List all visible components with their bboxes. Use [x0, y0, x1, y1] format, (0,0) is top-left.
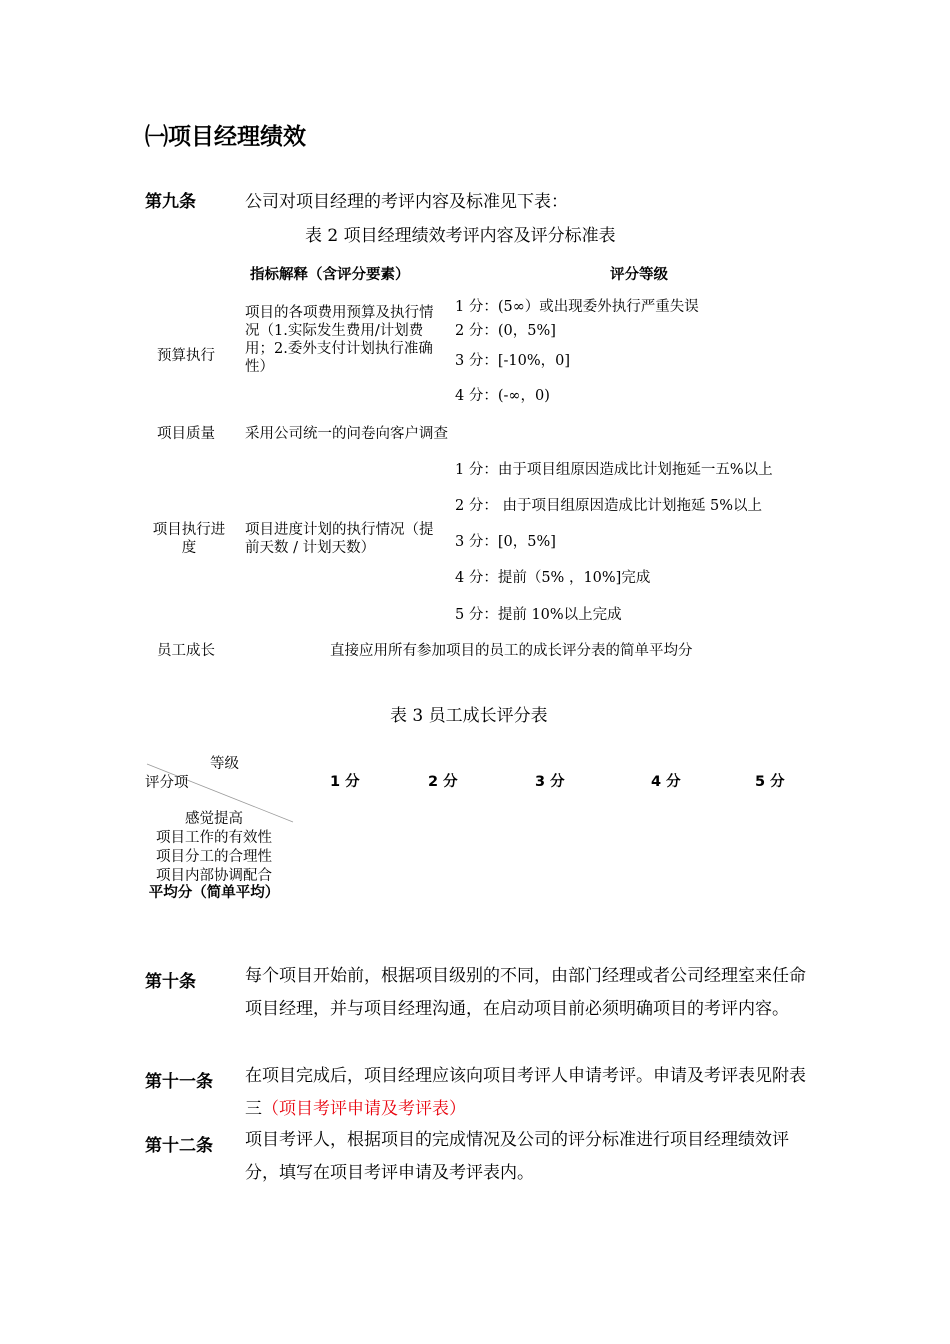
column-header: 3 分 — [535, 774, 565, 790]
article-11-paragraph — [245, 1060, 810, 1126]
article-12-label: 第十二条 — [145, 1136, 213, 1156]
table-row-grade: 4 分：(-∞，0) — [455, 388, 550, 404]
table-row-grade: 1 分：(5∞）或出现委外执行严重失误 — [455, 299, 699, 315]
table-3-caption: 表 3 员工成长评分表 — [390, 706, 548, 726]
section-title: ㈠项目经理绩效 — [145, 124, 306, 150]
table-row-grade: 3 分：[-10%，0] — [455, 353, 571, 369]
list-item: 项目工作的有效性 — [156, 830, 272, 846]
table-row-grade: 1 分：由于项目组原因造成比计划拖延一五%以上 — [455, 462, 773, 478]
article-12-text: 项目考评人，根据项目的完成情况及公司的评分标准进行项目经理绩效评分，填写在项目考评申请及考评表内。 — [245, 1130, 789, 1183]
corner-header-item: 评分项 — [145, 775, 189, 791]
table-row-grade: 5 分：提前 10%以上完成 — [455, 607, 622, 623]
appendix-link[interactable]: （项目考评申请及考评表） — [262, 1099, 466, 1119]
table-row-explain: 项目的各项费用预算及执行情况（1.实际发生费用/计划费用；2.委外支付计划执行准确性） — [245, 305, 434, 375]
table-row-explain: 采用公司统一的问卷向客户调查 — [245, 426, 448, 442]
table-2-header-explain: 指标解释（含评分要素） — [250, 267, 410, 283]
article-9-text: 公司对项目经理的考评内容及标准见下表： — [245, 192, 568, 212]
article-10-text: 每个项目开始前，根据项目级别的不同，由部门经理或者公司经理室来任命项目经理，并与项目经理沟通，在启动项目前必须明确项目的考评内容。 — [245, 966, 806, 1019]
article-9-label: 第九条 — [145, 192, 196, 212]
article-10-label: 第十条 — [145, 972, 196, 992]
table-row-item: 预算执行 — [157, 348, 215, 364]
column-header: 1 分 — [330, 774, 360, 790]
list-item: 项目分工的合理性 — [156, 849, 272, 865]
average-score-label: 平均分（简单平均） — [148, 885, 280, 901]
table-2-caption: 表 2 项目经理绩效考评内容及评分标准表 — [305, 226, 616, 246]
table-row-item: 项目质量 — [157, 426, 215, 442]
article-11-text: 在项目完成后，项目经理应该向项目考评人申请考评。申请及考评表见附表三 — [245, 1066, 806, 1119]
column-header: 2 分 — [428, 774, 458, 790]
article-11-label: 第十一条 — [145, 1072, 213, 1092]
table-row-explain: 项目进度计划的执行情况（提前天数 / 计划天数） — [245, 522, 434, 556]
table-row-item: 员工成长 — [157, 643, 215, 659]
table-2-header-grade: 评分等级 — [610, 267, 668, 283]
table-row-grade: 4 分：提前（5% ，10%]完成 — [455, 570, 651, 586]
table-row-explain: 直接应用所有参加项目的员工的成长评分表的简单平均分 — [330, 643, 693, 659]
corner-header-grade: 等级 — [210, 756, 239, 772]
column-header: 4 分 — [651, 774, 681, 790]
table-row-grade: 3 分：[0，5%] — [455, 534, 556, 550]
table-row-grade: 2 分： 由于项目组原因造成比计划拖延 5%以上 — [455, 498, 763, 514]
list-item: 感觉提高 — [185, 811, 243, 827]
list-item: 项目内部协调配合 — [156, 868, 272, 884]
table-row-item: 项目执行进度 — [152, 522, 226, 556]
column-header: 5 分 — [755, 774, 785, 790]
table-row-grade: 2 分：(0，5%] — [455, 323, 556, 339]
